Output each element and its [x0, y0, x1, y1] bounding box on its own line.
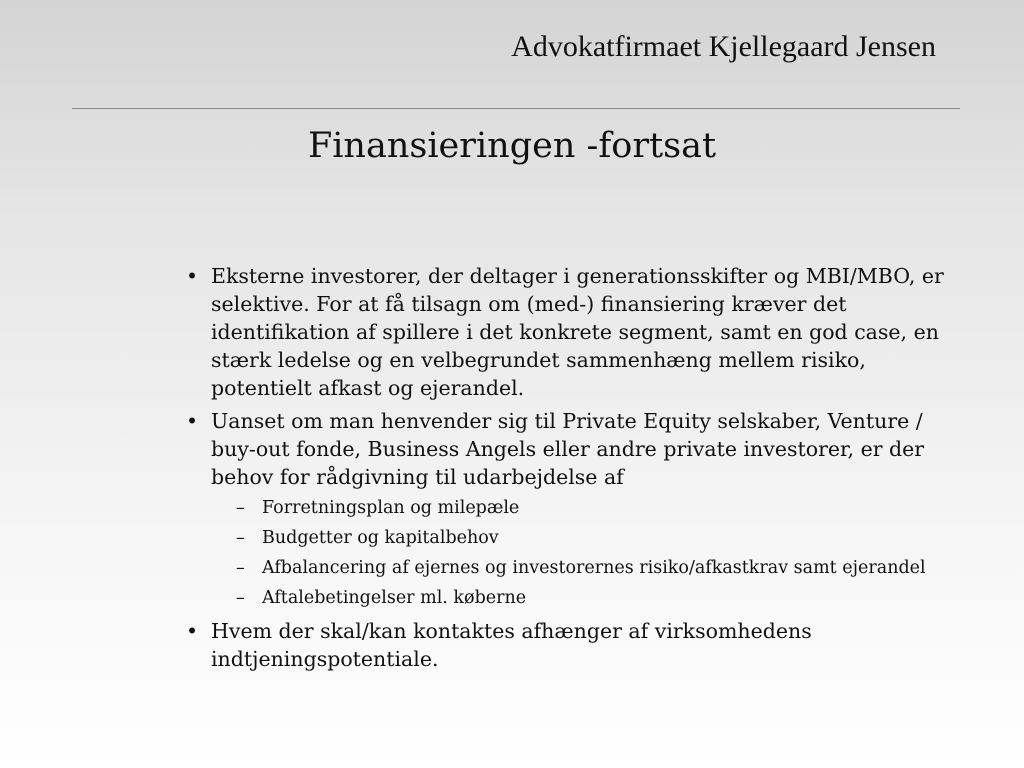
bullet-item	[186, 262, 946, 402]
sub-bullet-marker: –	[236, 558, 245, 578]
bullet-text: Uanset om man henvender sig til Private Equity selskaber, Venture / buy-out fonde, Business Angels eller andre private investorer, er der behov for rådgivning til udarbejdelse af	[211, 409, 925, 489]
sub-bullet-marker: –	[236, 588, 245, 608]
sub-bullet-marker: –	[236, 498, 245, 518]
bullet-text: Eksterne investorer, der deltager i generationsskifter og MBI/MBO, er selektive. For at få tilsagn om (med-) finansiering kræver det identifikation af spillere i det konkrete segment, samt en god case, en stærk ledelse og en velbegrundet sammenhæng mellem risiko, potentielt afkast og ejerandel.	[211, 264, 944, 400]
bullet-item	[186, 407, 946, 491]
bullet-text: Hvem der skal/kan kontaktes afhænger af virksomhedens indtjeningspotentiale.	[211, 619, 812, 671]
bullet-marker: •	[186, 409, 199, 433]
bullet-marker: •	[186, 619, 199, 643]
firm-name: Advokatfirmaet Kjellegaard Jensen	[511, 30, 936, 63]
slide-title: Finansieringen -fortsat	[307, 126, 717, 166]
sub-bullet-item	[186, 557, 946, 580]
bullet-list	[186, 262, 946, 678]
sub-bullet-text: Aftalebetingelser ml. køberne	[262, 588, 527, 608]
sub-bullet-text: Budgetter og kapitalbehov	[262, 528, 499, 548]
sub-bullet-list	[186, 497, 946, 610]
bullet-marker: •	[186, 264, 199, 288]
sub-bullet-marker: –	[236, 528, 245, 548]
sub-bullet-item	[186, 527, 946, 550]
header-divider	[72, 108, 960, 109]
bullet-item	[186, 617, 946, 673]
sub-bullet-text: Forretningsplan og milepæle	[262, 498, 520, 518]
sub-bullet-item	[186, 587, 946, 610]
sub-bullet-text: Afbalancering af ejernes og investorernes risiko/afkastkrav samt ejerandel	[262, 558, 926, 578]
sub-bullet-item	[186, 497, 946, 520]
